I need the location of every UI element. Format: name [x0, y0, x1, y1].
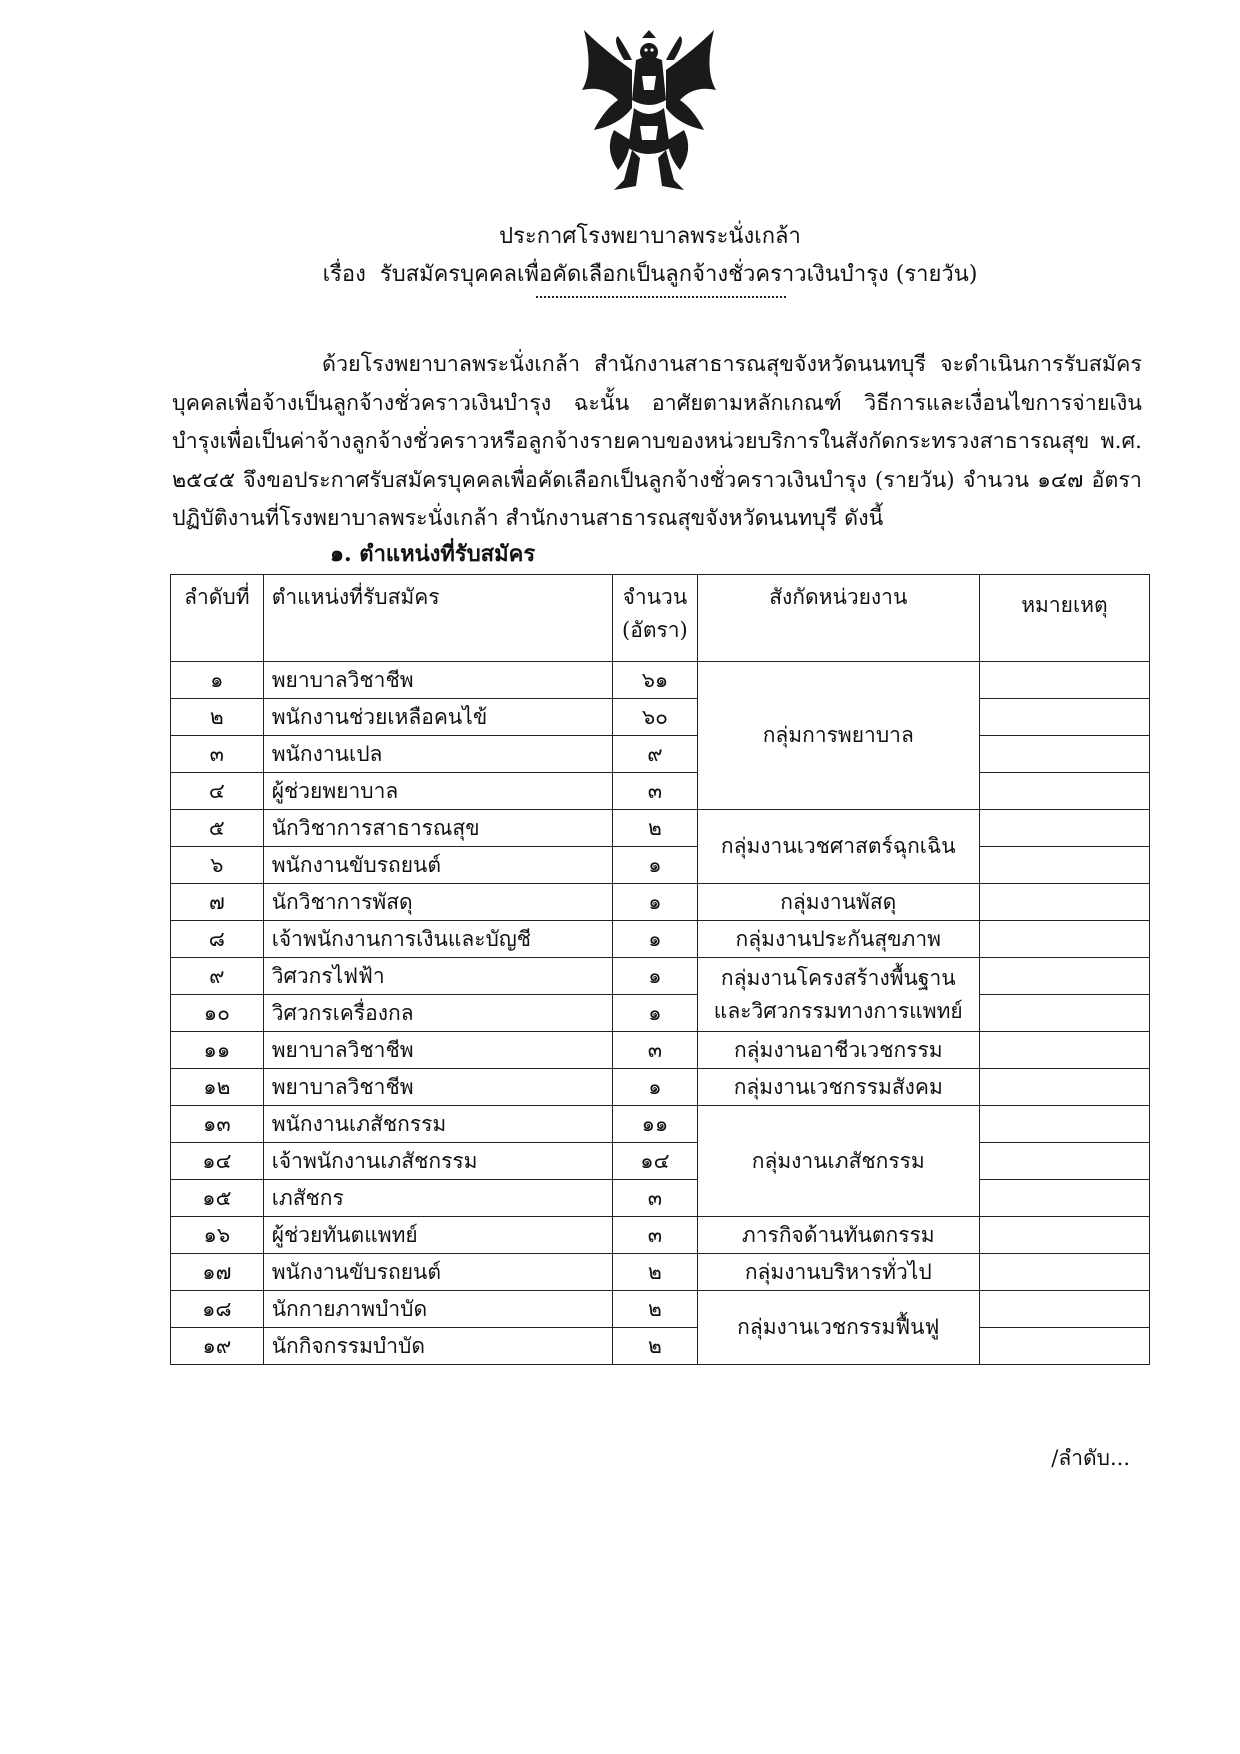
- row-position: นักกายภาพบำบัด: [263, 1291, 612, 1328]
- continuation-marker: /ลำดับ...: [1051, 1446, 1130, 1470]
- row-no: ๑๒: [171, 1069, 264, 1106]
- row-note: [979, 662, 1149, 699]
- table-row: [171, 884, 1150, 921]
- positions-table: [170, 574, 1150, 1365]
- row-position: ผู้ช่วยพยาบาล: [263, 773, 612, 810]
- row-count: ๑: [613, 884, 698, 921]
- row-no: ๑๘: [171, 1291, 264, 1328]
- row-note: [979, 1032, 1149, 1069]
- row-position: นักวิชาการพัสดุ: [263, 884, 612, 921]
- table-row: [171, 1069, 1150, 1106]
- row-position: นักกิจกรรมบำบัด: [263, 1328, 612, 1365]
- row-position: ผู้ช่วยทันตแพทย์: [263, 1217, 612, 1254]
- intro-paragraph-text: ด้วยโรงพยาบาลพระนั่งเกล้า สำนักงานสาธารณสุขจังหวัดนนทบุรี จะดำเนินการรับสมัครบุคคลเพื่อจ้างเป็นลูกจ้างชั่วคราวเงินบำรุง ฉะนั้น อาศัยตามหลักเกณฑ์ วิธีการและเงื่อนไขการจ่ายเงินบำรุงเพื่อเป็นค่าจ้างลูกจ้างชั่วคราวหรือลูกจ้างรายคาบของหน่วยบริการในสังกัดกระทรวงสาธารณสุข พ.ศ. ๒๕๔๕ จึงขอประกาศรับสมัครบุคคลเพื่อคัดเลือกเป็นลูกจ้างชั่วคราวเงินบำรุง (รายวัน) จำนวน ๑๔๗ อัตรา ปฏิบัติงานที่โรงพยาบาลพระนั่งเกล้า สำนักงานสาธารณสุขจังหวัดนนทบุรี ดังนี้: [172, 352, 1142, 531]
- table-row: [171, 810, 1150, 847]
- row-no: ๖: [171, 847, 264, 884]
- row-note: [979, 1217, 1149, 1254]
- row-count: ๑: [613, 847, 698, 884]
- row-position: พยาบาลวิชาชีพ: [263, 662, 612, 699]
- row-unit: ภารกิจด้านทันตกรรม: [697, 1217, 979, 1254]
- row-count: ๑: [613, 958, 698, 995]
- row-note: [979, 1180, 1149, 1217]
- section-heading: ๑. ตำแหน่งที่รับสมัคร: [330, 541, 536, 567]
- row-no: ๑๗: [171, 1254, 264, 1291]
- intro-paragraph: [172, 346, 1142, 539]
- row-count: ๓: [613, 1180, 698, 1217]
- row-no: ๕: [171, 810, 264, 847]
- row-note: [979, 884, 1149, 921]
- row-position: วิศวกรไฟฟ้า: [263, 958, 612, 995]
- row-no: ๑๐: [171, 995, 264, 1032]
- row-note: [979, 847, 1149, 884]
- row-position: พนักงานเภสัชกรรม: [263, 1106, 612, 1143]
- table-row: [171, 699, 1150, 736]
- row-no: ๑๑: [171, 1032, 264, 1069]
- row-position: พนักงานเปล: [263, 736, 612, 773]
- row-unit: กลุ่มงานเวชกรรมฟื้นฟู: [697, 1291, 979, 1365]
- row-note: [979, 1106, 1149, 1143]
- row-position: พนักงานขับรถยนต์: [263, 847, 612, 884]
- row-unit: กลุ่มงานเวชกรรมสังคม: [697, 1069, 979, 1106]
- garuda-emblem-icon: [574, 30, 724, 198]
- row-note: [979, 921, 1149, 958]
- row-no: ๑๖: [171, 1217, 264, 1254]
- row-count: ๖๐: [613, 699, 698, 736]
- table-row: [171, 1143, 1150, 1180]
- table-row: [171, 1328, 1150, 1365]
- row-unit: กลุ่มงานบริหารทั่วไป: [697, 1254, 979, 1291]
- row-count: ๑๔: [613, 1143, 698, 1180]
- row-note: [979, 1069, 1149, 1106]
- row-position: พนักงานช่วยเหลือคนไข้: [263, 699, 612, 736]
- row-no: ๘: [171, 921, 264, 958]
- row-count: ๒: [613, 1291, 698, 1328]
- row-unit: กลุ่มงานอาชีวเวชกรรม: [697, 1032, 979, 1069]
- table-row: [171, 1180, 1150, 1217]
- row-note: [979, 699, 1149, 736]
- announcement-subject: [30, 256, 1240, 291]
- table-row: [171, 1217, 1150, 1254]
- announcement-title: ประกาศโรงพยาบาลพระนั่งเกล้า: [499, 224, 801, 249]
- row-position: พนักงานขับรถยนต์: [263, 1254, 612, 1291]
- row-note: [979, 958, 1149, 995]
- row-count: ๒: [613, 1254, 698, 1291]
- row-count: ๓: [613, 1217, 698, 1254]
- row-note: [979, 773, 1149, 810]
- row-position: เจ้าพนักงานการเงินและบัญชี: [263, 921, 612, 958]
- header-position: ตำแหน่งที่รับสมัคร: [263, 575, 612, 662]
- header-no: ลำดับที่: [171, 575, 264, 662]
- row-count: ๑: [613, 995, 698, 1032]
- row-position: เจ้าพนักงานเภสัชกรรม: [263, 1143, 612, 1180]
- subject-label: เรื่อง: [322, 262, 366, 287]
- row-count: ๒: [613, 1328, 698, 1365]
- table-row: [171, 773, 1150, 810]
- row-unit: กลุ่มงานเวชศาสตร์ฉุกเฉิน: [697, 810, 979, 884]
- row-unit: กลุ่มงานเภสัชกรรม: [697, 1106, 979, 1217]
- row-count: ๖๑: [613, 662, 698, 699]
- dotted-divider: [536, 296, 786, 298]
- row-no: ๔: [171, 773, 264, 810]
- header-unit: สังกัดหน่วยงาน: [697, 575, 979, 662]
- row-no: ๑๓: [171, 1106, 264, 1143]
- row-unit: กลุ่มงานโครงสร้างพื้นฐานและวิศวกรรมทางการแพทย์: [697, 958, 979, 1032]
- row-note: [979, 1291, 1149, 1328]
- row-unit: กลุ่มงานพัสดุ: [697, 884, 979, 921]
- table-row: [171, 921, 1150, 958]
- row-count: ๑: [613, 1069, 698, 1106]
- row-no: ๙: [171, 958, 264, 995]
- row-position: พยาบาลวิชาชีพ: [263, 1032, 612, 1069]
- row-count: ๙: [613, 736, 698, 773]
- row-note: [979, 1254, 1149, 1291]
- row-position: วิศวกรเครื่องกล: [263, 995, 612, 1032]
- row-no: ๑: [171, 662, 264, 699]
- row-no: ๑๔: [171, 1143, 264, 1180]
- table-row: [171, 1106, 1150, 1143]
- header-note: หมายเหตุ: [979, 575, 1149, 662]
- row-note: [979, 810, 1149, 847]
- row-position: นักวิชาการสาธารณสุข: [263, 810, 612, 847]
- table-row: [171, 1254, 1150, 1291]
- row-no: ๑๕: [171, 1180, 264, 1217]
- table-row: [171, 995, 1150, 1032]
- table-row: [171, 662, 1150, 699]
- row-position: พยาบาลวิชาชีพ: [263, 1069, 612, 1106]
- table-header-row: [171, 575, 1150, 662]
- row-note: [979, 995, 1149, 1032]
- row-unit: กลุ่มการพยาบาล: [697, 662, 979, 810]
- row-position: เภสัชกร: [263, 1180, 612, 1217]
- row-no: ๓: [171, 736, 264, 773]
- row-count: ๒: [613, 810, 698, 847]
- row-note: [979, 1143, 1149, 1180]
- row-count: ๓: [613, 773, 698, 810]
- row-no: ๗: [171, 884, 264, 921]
- row-no: ๑๙: [171, 1328, 264, 1365]
- table-row: [171, 847, 1150, 884]
- row-count: ๑๑: [613, 1106, 698, 1143]
- row-unit: กลุ่มงานประกันสุขภาพ: [697, 921, 979, 958]
- table-row: [171, 958, 1150, 995]
- table-row: [171, 1032, 1150, 1069]
- row-no: ๒: [171, 699, 264, 736]
- row-note: [979, 736, 1149, 773]
- table-row: [171, 736, 1150, 773]
- row-count: ๓: [613, 1032, 698, 1069]
- row-count: ๑: [613, 921, 698, 958]
- row-note: [979, 1328, 1149, 1365]
- subject-text: รับสมัครบุคคลเพื่อคัดเลือกเป็นลูกจ้างชั่วคราวเงินบำรุง (รายวัน): [379, 262, 978, 287]
- header-count: จำนวน (อัตรา): [613, 575, 698, 662]
- table-row: [171, 1291, 1150, 1328]
